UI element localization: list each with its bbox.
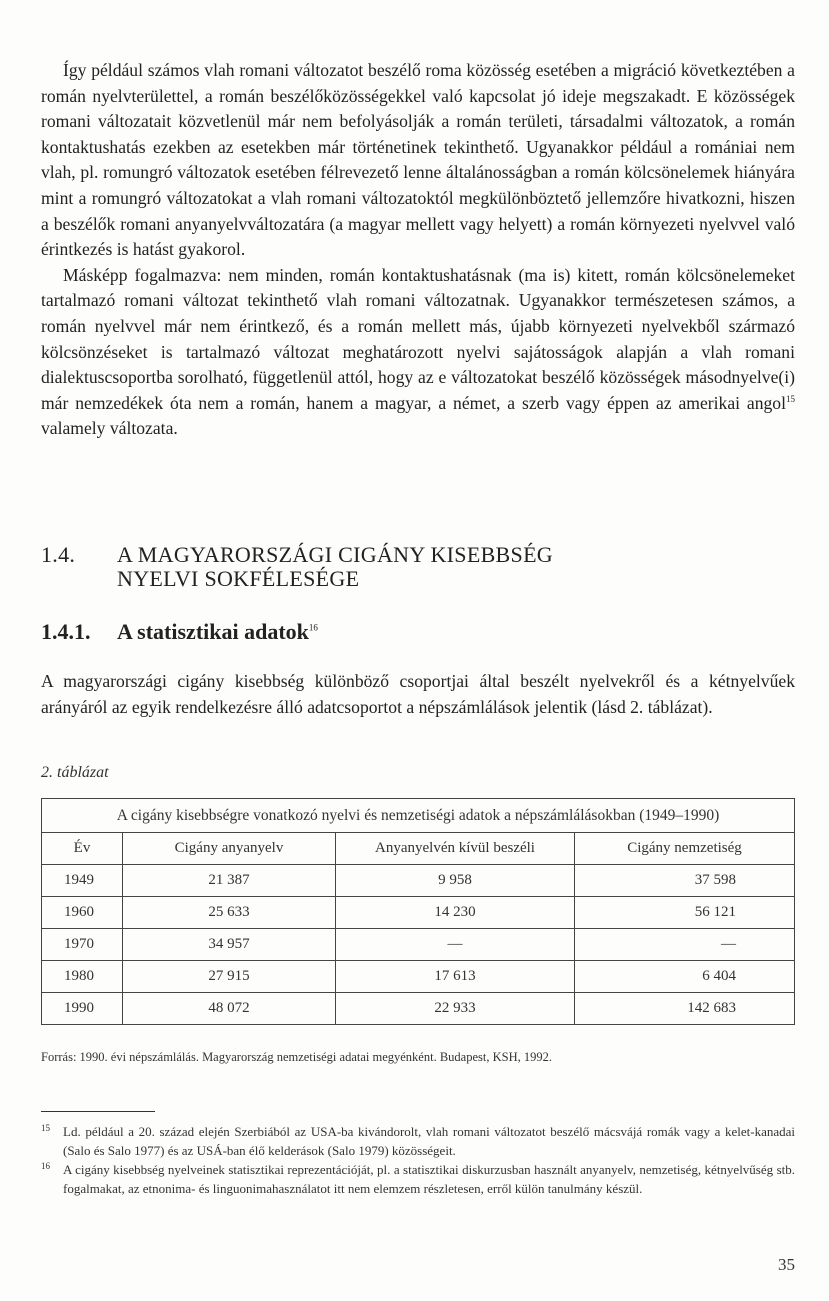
subsection-title-text: A statisztikai adatok xyxy=(117,619,309,644)
section-title xyxy=(117,543,717,591)
intro-text xyxy=(41,669,795,720)
header-romani-mother-tongue: Cigány anyanyelv xyxy=(123,833,336,865)
footnote-ref-16[interactable]: 16 xyxy=(308,622,318,633)
table-row xyxy=(42,929,795,961)
header-romani-nationality: Cigány nemzetiség xyxy=(575,833,795,865)
cell-year: 1970 xyxy=(42,929,123,961)
paragraph-2 xyxy=(41,263,795,442)
paragraph-2-text: Másképp fogalmazva: nem minden, román kontaktushatásnak (ma is) kitett, román kölcsönelemeket tartalmazó romani változat tekinthető vlah romani változatnak. Ugyanakkor természetesen számos, a román nyelvvel már nem érintkező, és a román mellett más, újabb környezeti nyelvekből származó kölcsönzéseket is tartalmazó változat meghatározott nyelvi sajátosságok alapján a vlah romani dialektuscsoportba sorolható, függetlenül attól, hogy az e változatokat beszélő közösségek másodnyelve(i) már nemzedékek óta nem a román, hanem a magyar, a német, a szerb vagy éppen az amerikai angol xyxy=(41,264,795,413)
cell-mother-tongue: 27 915 xyxy=(123,961,336,993)
subsection-title xyxy=(117,619,318,645)
table-header-row xyxy=(42,833,795,865)
cell-nationality: — xyxy=(575,929,795,961)
paragraph-1: Így például számos vlah romani változatot beszélő roma közösség esetében a migráció következtében a román nyelvterülettel, a román beszélőközösségekkel való kapcsolat jó ideje megszakadt. E közösségek romani változatait közvetlenül már nem befolyásolják a román területi, társadalmi változatok, a román kontaktushatás ezekben az esetekben már történetinek tekinthető. Ugyanakkor például a romániai nem vlah, pl. romungró változatok esetében félrevezető lenne általánosságban a román kölcsönelemek hiányára mint a romungró változatokat a vlah romani változatoktól megkülönböztető jellemzőre hivatkozni, hiszen a beszélők romani anyanyelvváltozatára (a magyar mellett vagy helyett) a román környezeti nyelvvel való érintkezés is hatást gyakorol. xyxy=(41,60,795,260)
table-row xyxy=(42,961,795,993)
table-caption-row xyxy=(42,799,795,833)
footnotes xyxy=(41,1122,795,1198)
cell-besides: — xyxy=(336,929,575,961)
table-row xyxy=(42,865,795,897)
cell-besides: 14 230 xyxy=(336,897,575,929)
cell-mother-tongue: 25 633 xyxy=(123,897,336,929)
subsection-number: 1.4.1. xyxy=(41,619,91,644)
footnote-15 xyxy=(41,1122,795,1160)
census-table xyxy=(41,798,795,1025)
footnote-text: Ld. például a 20. század elején Szerbiából az USA-ba kivándorolt, vlah romani változatot beszélő mácsvájá romák vagy a kelet-kanadai (Salo és Salo 1977) és az USÁ-ban élő kelderások (Salo 1979) közösségeit. xyxy=(63,1124,795,1158)
footnote-16 xyxy=(41,1160,795,1198)
header-speaks-besides-mother-tongue: Anyanyelvén kívül beszéli xyxy=(336,833,575,865)
cell-besides: 17 613 xyxy=(336,961,575,993)
page-number: 35 xyxy=(778,1255,795,1274)
footnote-text: A cigány kisebbség nyelveinek statisztikai reprezentációját, pl. a statisztikai diskurzusban használt anyanyelv, nemzetiség, kétnyelvűség stb. fogalmakat, az etnonima- és linguonimahasználatot itt nem elemzem részletesen, erről külön tanulmány készül. xyxy=(63,1162,795,1196)
cell-year: 1980 xyxy=(42,961,123,993)
paragraph-3: A magyarországi cigány kisebbség különböző csoportjai által beszélt nyelvekről és a kétnyelvűek arányáról az egyik rendelkezésre álló adatcsoportot a népszámlálások jelentik (lásd 2. táblázat). xyxy=(41,671,795,717)
cell-nationality: 56 121 xyxy=(575,897,795,929)
cell-year: 1990 xyxy=(42,993,123,1025)
table-label: 2. táblázat xyxy=(41,764,109,781)
section-number: 1.4. xyxy=(41,542,76,567)
section-title-line-2: NYELVI SOKFÉLESÉGE xyxy=(117,566,360,591)
cell-nationality: 37 598 xyxy=(575,865,795,897)
table-row xyxy=(42,897,795,929)
cell-nationality: 6 404 xyxy=(575,961,795,993)
cell-nationality: 142 683 xyxy=(575,993,795,1025)
footnote-divider xyxy=(41,1111,155,1112)
body-text xyxy=(41,58,795,442)
section-title-line-1: A MAGYARORSZÁGI CIGÁNY KISEBBSÉG xyxy=(117,542,553,567)
paragraph-2-end: valamely változata. xyxy=(41,418,178,439)
cell-mother-tongue: 21 387 xyxy=(123,865,336,897)
footnote-mark: 15 xyxy=(41,1123,50,1133)
cell-year: 1949 xyxy=(42,865,123,897)
footnote-ref-15[interactable]: 15 xyxy=(786,393,795,404)
cell-mother-tongue: 34 957 xyxy=(123,929,336,961)
table-caption: A cigány kisebbségre vonatkozó nyelvi és nemzetiségi adatok a népszámlálásokban (1949–1990) xyxy=(42,799,795,833)
cell-mother-tongue: 48 072 xyxy=(123,993,336,1025)
header-year: Év xyxy=(42,833,123,865)
cell-year: 1960 xyxy=(42,897,123,929)
table-source: Forrás: 1990. évi népszámlálás. Magyarország nemzetiségi adatai megyénként. Budapest, KSH, 1992. xyxy=(41,1050,552,1064)
table-row xyxy=(42,993,795,1025)
cell-besides: 9 958 xyxy=(336,865,575,897)
cell-besides: 22 933 xyxy=(336,993,575,1025)
footnote-mark: 16 xyxy=(41,1161,50,1171)
